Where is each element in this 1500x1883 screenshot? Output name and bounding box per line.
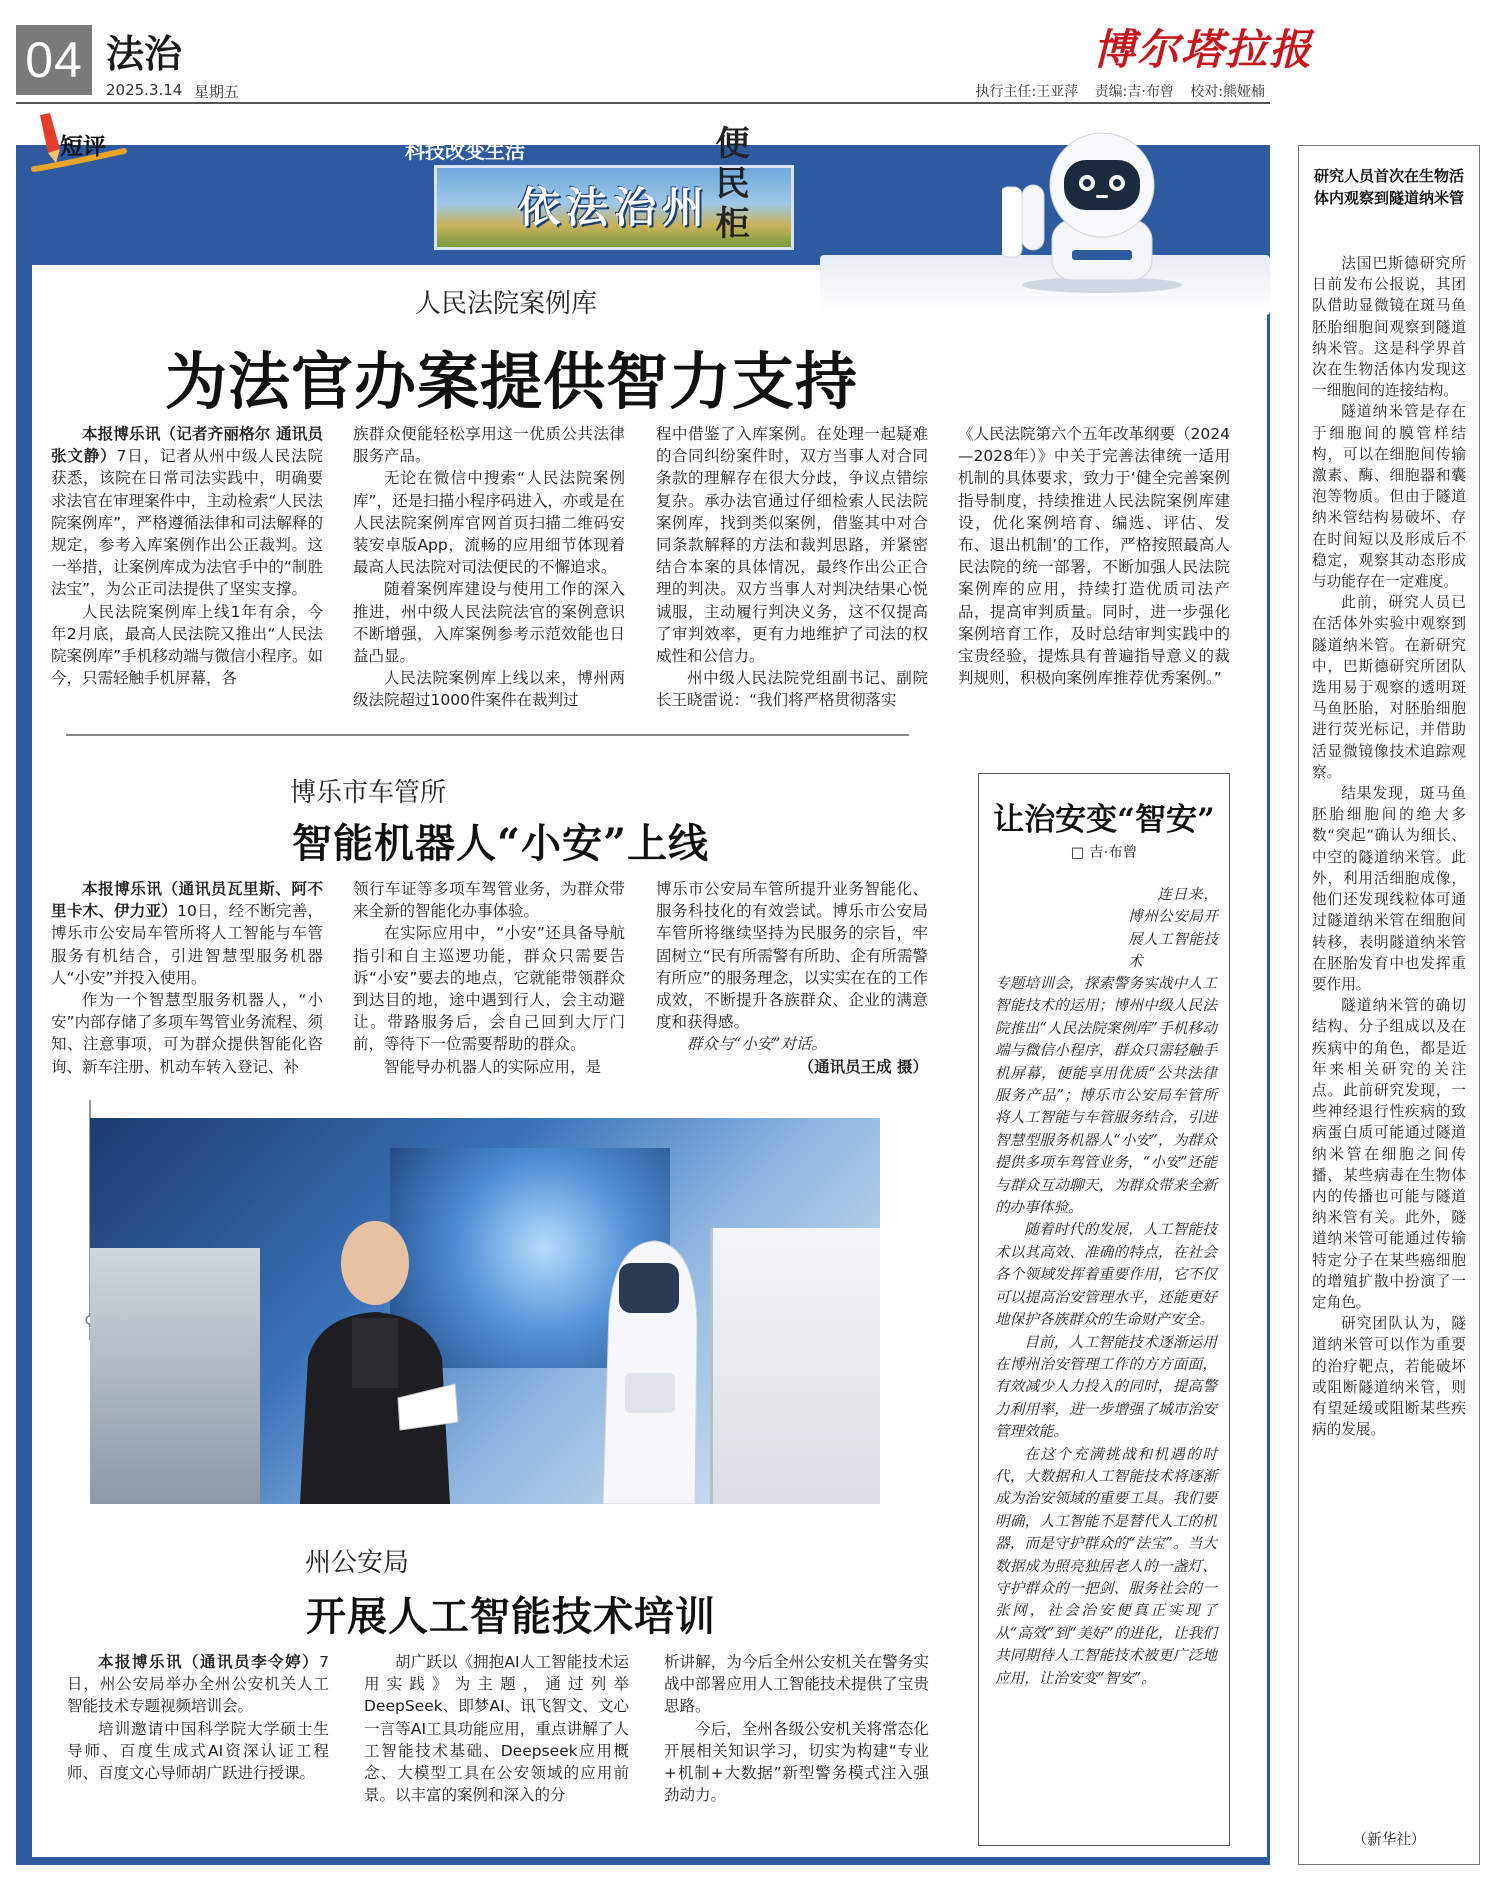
- article2-col1-p1: 10日，经不断完善，博乐市公安局车管所将人工智能与车管服务有机结合，引进智慧型服务机器人“小安”并投入使用。: [51, 902, 323, 987]
- article1-col1-p2: 人民法院案例库上线1年有余，今年2月底，最高人民法院又推出“人民法院案例库”手机移动端与微信小程序。如今，只需轻触手机屏幕，各: [51, 602, 323, 688]
- article1-col2-p1: 无论在微信中搜索“人民法院案例库”，还是扫描小程序码进入，亦或是在人民法院案例库官网首页扫描二维码安装安卓版App，流畅的应用细节体现着最高人民法院对司法便民的不懈追求。: [353, 469, 625, 577]
- article1-dateline: 本报博乐讯（记者齐丽格尔 通讯员张文静）: [51, 425, 323, 466]
- article2-col2-p1: 在实际应用中，“小安”还具备导航指引和自主巡逻功能，群众只需要告诉“小安”要去的地点，它就能带领群众到达目的地，途中遇到行人，会主动避让。带路服务后，会自己回到大厅门前，等待下一位需要帮助的群众。: [353, 924, 625, 1054]
- article1-col2-p0: 族群众便能轻松享用这一优质公共法律服务产品。: [353, 425, 625, 466]
- article3-col3-p0: 析讲解，为今后全州公安机关在警务实战中部署应用人工智能技术提供了宝贵思路。: [664, 1653, 929, 1716]
- article1-col2-p3: 人民法院案例库上线以来，博州两级法院超过1000件案件在裁判过: [353, 669, 625, 710]
- article3-col1-p2: 培训邀请中国科学院大学硕士生导师、百度生成式AI资深认证工程师、百度文心导师胡广跃进行授课。: [67, 1719, 329, 1783]
- article1-column-4: [958, 423, 1230, 689]
- sidebar-body: [1312, 253, 1466, 1440]
- article1-col4-p0: 《人民法院第六个五年改革纲要（2024—2028年）》中关于完善法律统一适用机制的具体要求，致力于‘健全完善案例指导制度，持续推进人民法院案例库建设，优化案例培育、编选、评估、发布、退出机制’的工作，严格按照最高人民法院的统一部署，不断加强人民法院案例库的应用，持续打造优质司法产品，提高审判质量。同时，进一步强化案例培育工作，及时总结审判实践中的宝贵经验，提炼具有普遍指导意义的裁判规则，积极向案例库推荐优秀案例。”: [958, 425, 1230, 688]
- article1-col2-p2: 随着案例库建设与使用工作的深入推进，州中级人民法院法官的案例意识不断增强，入库案例参考示范效能也日益凸显。: [353, 580, 625, 666]
- article2-column-2: [353, 878, 625, 1078]
- article3-dateline: 本报博乐讯（通讯员李令婷）: [98, 1653, 320, 1671]
- photo-caption: 群众与“小安”对话。: [687, 1035, 827, 1054]
- robot-illustration: [1002, 125, 1202, 295]
- article1-column-3: [656, 423, 928, 712]
- news-photo: [90, 1118, 880, 1504]
- commentary-p3: 目前，人工智能技术逐渐运用在博州治安管理工作的方方面面，有效减少人力投入的同时，提高警力利用率，进一步增强了城市治安管理效能。: [995, 1333, 1217, 1441]
- sidebar-p6: 研究团队认为，隧道纳米管可以作为重要的治疗靶点，若能破坏或阻断隧道纳米管，则有望延缓或阻断某些疾病的发展。: [1312, 1315, 1466, 1439]
- article1-column-2: [353, 423, 625, 712]
- editor-credits: [963, 81, 1265, 101]
- masthead-rule: [16, 102, 1270, 104]
- article1-col3-p0: 程中借鉴了入库案例。在处理一起疑难的合同纠纷案件时，双方当事人对合同条款的理解存在很大分歧，争议点错综复杂。承办法官通过仔细检索人民法院案例库，找到类似案例，借鉴其中对合同条款解释的方法和裁判思路，并紧密结合本案的具体情况，最终作出公正合理的判决。双方当事人对判决结果心悦诚服，主动履行判决义务，这不仅提高了审判效率，更有力地维护了司法的权威性和公信力。: [656, 425, 928, 666]
- commentary-intro: [1128, 884, 1218, 974]
- article2-dateline: 本报博乐讯（通讯员瓦里斯、阿不里卡木、伊力亚）: [51, 880, 323, 921]
- article1-column-1: [51, 423, 323, 689]
- commentary-intro-text: 连日来，博州公安局开展人工智能技术: [1128, 886, 1218, 971]
- commentary-author: □ 吉·布曾: [1070, 845, 1138, 861]
- commentary-p1: 专题培训会，探索警务实战中人工智能技术的运用；博州中级人民法院推出“人民法院案例库”手机移动端与微信小程序，群众只需轻触手机屏幕，便能享用优质“公共法律服务产品”；博乐市公安局车管所将人工智能与车管服务结合，引进智慧型服务机器人“小安”，为群众提供多项车驾管业务，“小安”还能与群众互动聊天，为群众带来全新的办事体验。: [995, 975, 1217, 1217]
- article3-col2-p1: 胡广跃以《拥抱AI人工智能技术运用实践》为主题，通过列举DeepSeek、即梦AI、讯飞智文、文心一言等AI工具功能应用，重点讲解了人工智能技术基础、Deepseek应用概念、大模型工具在公安领域的应用前景。以丰富的案例和深入的分: [364, 1653, 629, 1805]
- article-divider: [66, 734, 909, 736]
- article3-headline: 开展人工智能技术培训: [306, 1593, 716, 1640]
- photo-credit: （通讯员王成 摄）: [798, 1057, 928, 1076]
- commentary-p4: 在这个充满挑战和机遇的时代，大数据和人工智能技术将逐渐成为治安领域的重要工具。我们要明确，人工智能不是替代人工的机器，而是守护群众的“法宝”。当大数据成为照亮独居老人的一盏灯、守护群众的一把剑、服务社会的一张网，社会治安便真正实现了从“高效”到“美好”的进化，让我们共同期待人工智能技术被更广泛地应用，让治安变“智安”。: [995, 1445, 1217, 1687]
- article3-column-2: [364, 1651, 629, 1806]
- sidebar-p2: 隧道纳米管是存在于细胞间的膜管样结构，可以在细胞间传输激素、酶、细胞器和囊泡等物质。但由于隧道纳米管结构易破坏、存在时间短以及形成后不稳定，观察其动态形成与功能存在一定难度。: [1312, 403, 1466, 591]
- sidebar-p4: 结果发现，斑马鱼胚胎细胞间的绝大多数“突起”确认为细长、中空的隧道纳米管。此外，利用活细胞成像，他们还发现线粒体可通过隧道纳米管在细胞间转移，表明隧道纳米管在胚胎发育中也发挥重要作用。: [1312, 785, 1466, 993]
- article1-headline: 为法官办案提供智力支持: [165, 345, 859, 418]
- article2-headline: 智能机器人“小安”上线: [292, 820, 710, 867]
- sidebar-title: 研究人员首次在生物活体内观察到隧道纳米管: [1314, 167, 1465, 207]
- editor: 责编:吉·布曾: [1094, 84, 1174, 100]
- photo-robot: [585, 1223, 705, 1504]
- article1-col1-p1: 7日，记者从州中级人民法院获悉，该院在日常司法实践中，明确要求法官在审理案件中，主动检索“人民法院案例库”，严格遵循法律和司法解释的规定，参考入库案例作出公正裁判。这一举措，让案例库成为法官手中的“制胜法宝”，为公正司法提供了坚实支撑。: [51, 447, 323, 599]
- commentary-p2: 随着时代的发展，人工智能技术以其高效、准确的特点，在社会各个领域发挥着重要作用，它不仅可以提高治安管理水平，还能更好地保护各族群众的生命财产安全。: [995, 1221, 1217, 1329]
- article3-col1-p1: 7日，州公安局举办全州公安机关人工智能技术专题视频培训会。: [67, 1653, 329, 1716]
- sidebar-p5: 隧道纳米管的确切结构、分子组成以及在疾病中的角色，都是近年来相关研究的关注点。此前研究发现，一些神经退行性疾病的致病蛋白质可能通过隧道纳米管在细胞之间传播，某些病毒在生物体内的传播也可能与隧道纳米管有关。此外，隧道纳米管可能通过传输特定分子在某些癌细胞的增殖扩散中扮演了一定角色。: [1312, 997, 1466, 1311]
- newspaper-logo: 博尔塔拉报: [1093, 25, 1314, 74]
- article3-column-3: [664, 1651, 929, 1806]
- page-number: 04: [16, 25, 92, 95]
- photo-display-shelf: [90, 1248, 260, 1504]
- photo-person: [280, 1208, 460, 1504]
- proofreader: 校对:熊娅楠: [1190, 84, 1265, 100]
- article3-kicker: 州公安局: [305, 1548, 410, 1578]
- photo-screen-line1: AI引领科技: [355, 111, 489, 141]
- article3-column-1: [67, 1651, 329, 1784]
- commentary-title: 让治安变“智安”: [993, 802, 1215, 838]
- chief-editor: 执行主任:王亚萍: [975, 84, 1079, 100]
- commentary-body: [995, 973, 1217, 1690]
- photo-screen-line2: 科技改变生活: [405, 139, 525, 163]
- article2-column-3: [656, 878, 928, 1078]
- banner-title: 依法治州: [517, 183, 710, 232]
- article2-col1-p2: 作为一个智慧型服务机器人，“小安”内部存储了多项车驾管业务流程、须知、注意事项，可为群众提供智能化咨询、新车注册、机动车转入登记、补: [51, 991, 323, 1076]
- article1-col3-p1: 州中级人民法院党组副书记、副院长王晓雷说：“我们将严格贯彻落实: [656, 669, 928, 710]
- article2-col3-p0: 博乐市公安局车管所提升业务智能化、服务科技化的有效尝试。博乐市公安局车管所将继续坚持为民服务的宗旨，牢固树立“民有所需警有所助、企有所需警有所应”的服务理念，以实实在在的工作成效，不断提升各族群众、企业的满意度和获得感。: [656, 880, 928, 1032]
- photo-convenience-cabinet: [710, 1228, 880, 1504]
- article3-col3-p1: 今后，全州各级公安机关将常态化开展相关知识学习，切实为构建“专业+机制+大数据”新型警务模式注入强劲动力。: [664, 1719, 929, 1805]
- photo-cabinet-label: 便民柜: [709, 125, 749, 245]
- article2-col2-p2: 智能导办机器人的实际应用，是: [384, 1057, 602, 1076]
- article2-kicker: 博乐市车管所: [290, 778, 447, 808]
- sidebar-p3: 此前，研究人员已在活体外实验中观察到隧道纳米管。在新研究中，巴斯德研究所团队选用易于观察的透明斑马鱼胚胎，对胚胎细胞进行荧光标记，并借助活显微镜像技术追踪观察。: [1312, 594, 1466, 781]
- section-title: 法治: [106, 32, 183, 76]
- commentary-badge: 短评: [60, 134, 106, 160]
- article2-col2-p0: 领行车证等多项车驾管业务，为群众带来全新的智能化办事体验。: [353, 880, 625, 921]
- sidebar-p1: 法国巴斯德研究所日前发布公报说，其团队借助显微镜在斑马鱼胚胎细胞间观察到隧道纳米管。这是科学界首次在生物活体内发现这一细胞间的连接结构。: [1312, 255, 1466, 400]
- issue-weekday: 星期五: [194, 83, 240, 101]
- article2-column-1: [51, 878, 323, 1078]
- issue-date: 2025.3.14: [106, 81, 183, 99]
- sidebar-source: （新华社）: [1352, 1831, 1426, 1848]
- article1-kicker: 人民法院案例库: [415, 289, 598, 319]
